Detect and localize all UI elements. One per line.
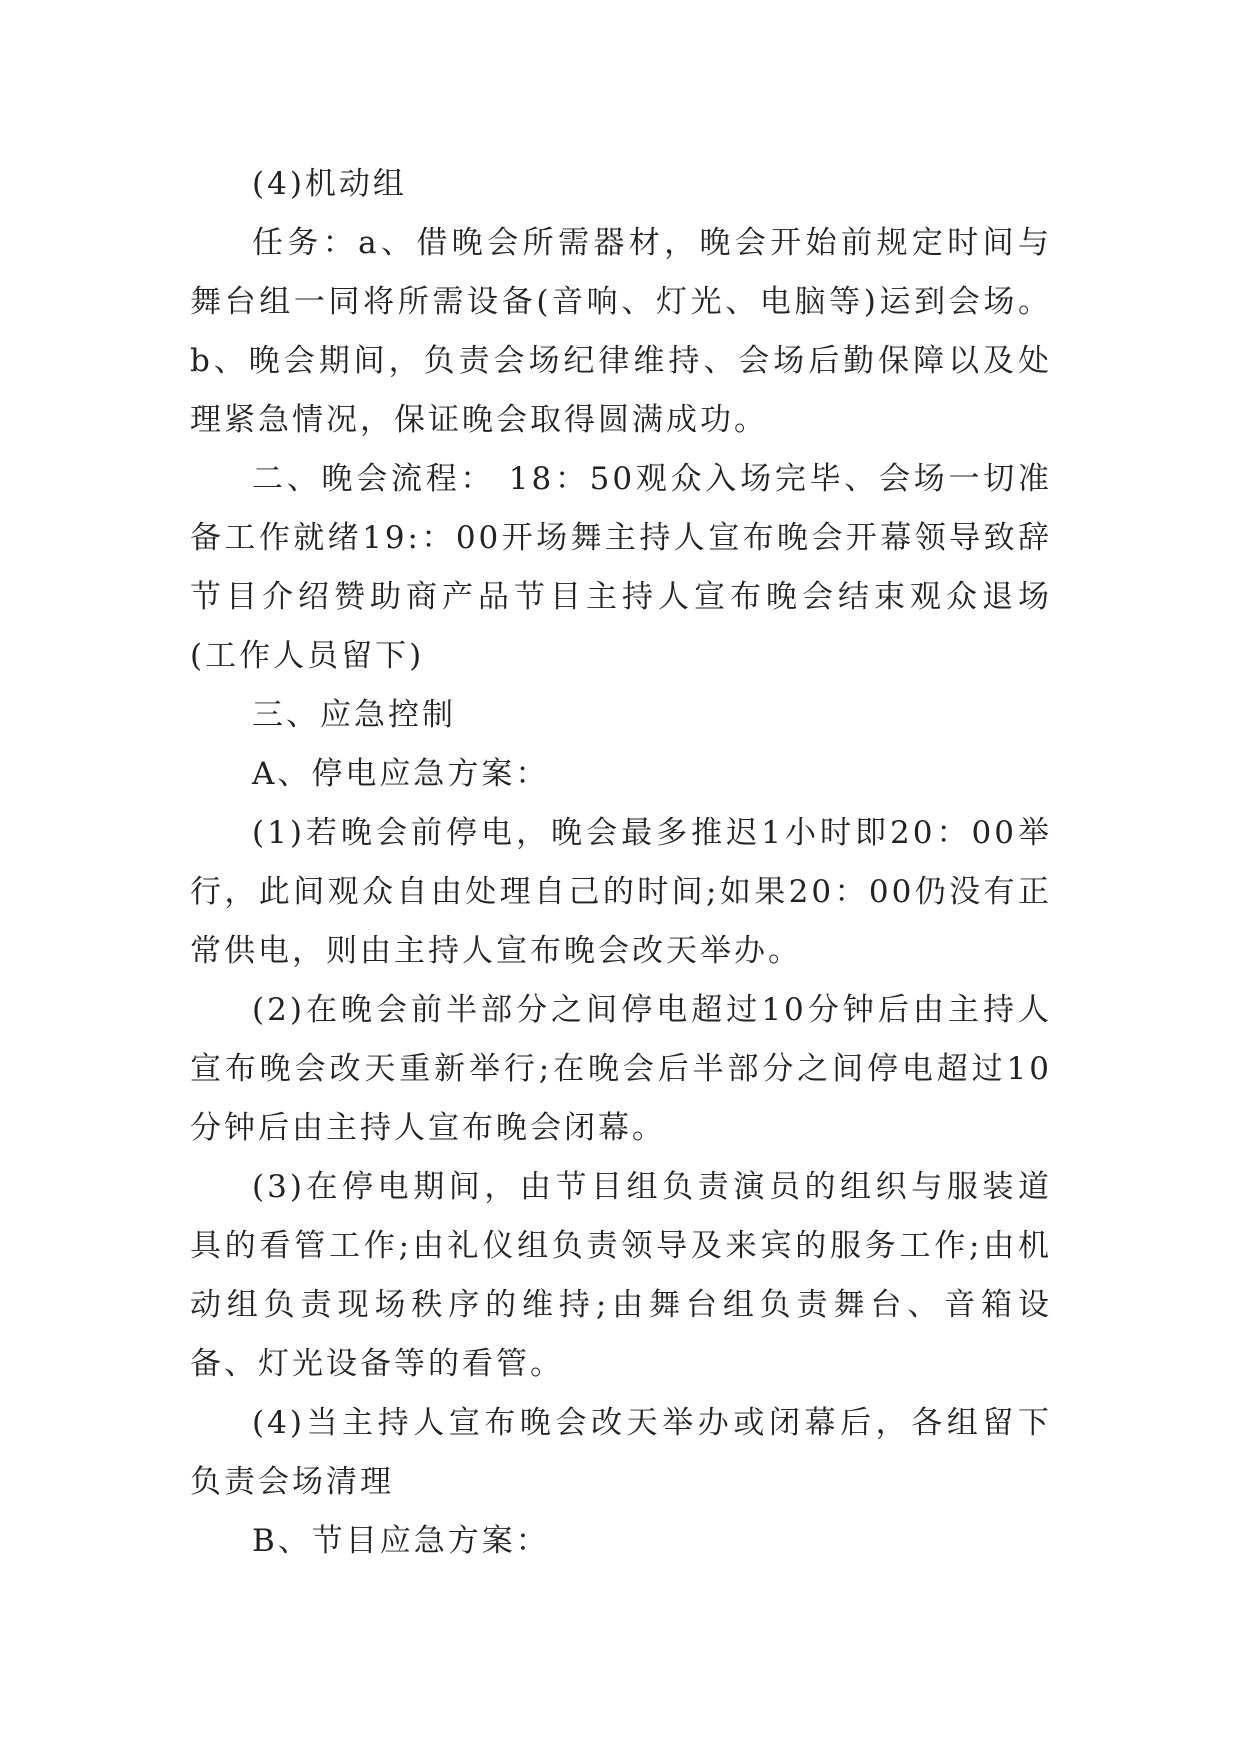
document-page [190, 155, 1052, 1571]
heading-program-emergency-plan: B、节目应急方案： [252, 1523, 550, 1559]
paragraph-event-process: 二、晚会流程： 18：50观众入场完毕、会场一切准备工作就绪19:：00开场舞主持人宣布晚会开幕领导致辞节目介绍赞助商产品节目主持人宣布晚会结束观众退场(工作人员留下) [190, 461, 1052, 674]
heading-mobile-group: (4)机动组 [252, 166, 407, 202]
heading-power-outage-plan: A、停电应急方案： [252, 756, 550, 792]
paragraph-outage-item-2: (2)在晚会前半部分之间停电超过10分钟后由主持人宣布晚会改天重新举行;在晚会后半部分之间停电超过10分钟后由主持人宣布晚会闭幕。 [190, 992, 1052, 1146]
paragraph-mobile-group-tasks: 任务：a、借晚会所需器材，晚会开始前规定时间与舞台组一同将所需设备(音响、灯光、电脑等)运到会场。b、晚会期间，负责会场纪律维持、会场后勤保障以及处理紧急情况，保证晚会取得圆满成功。 [190, 225, 1052, 438]
paragraph-outage-item-1: (1)若晚会前停电，晚会最多推迟1小时即20：00举行，此间观众自由处理自己的时间;如果20：00仍没有正常供电，则由主持人宣布晚会改天举办。 [190, 815, 1052, 969]
paragraph-outage-item-4: (4)当主持人宣布晚会改天举办或闭幕后，各组留下负责会场清理 [190, 1405, 1052, 1500]
heading-emergency-control: 三、应急控制 [252, 697, 456, 733]
paragraph-outage-item-3: (3)在停电期间，由节目组负责演员的组织与服装道具的看管工作;由礼仪组负责领导及来宾的服务工作;由机动组负责现场秩序的维持;由舞台组负责舞台、音箱设备、灯光设备等的看管。 [190, 1169, 1052, 1382]
